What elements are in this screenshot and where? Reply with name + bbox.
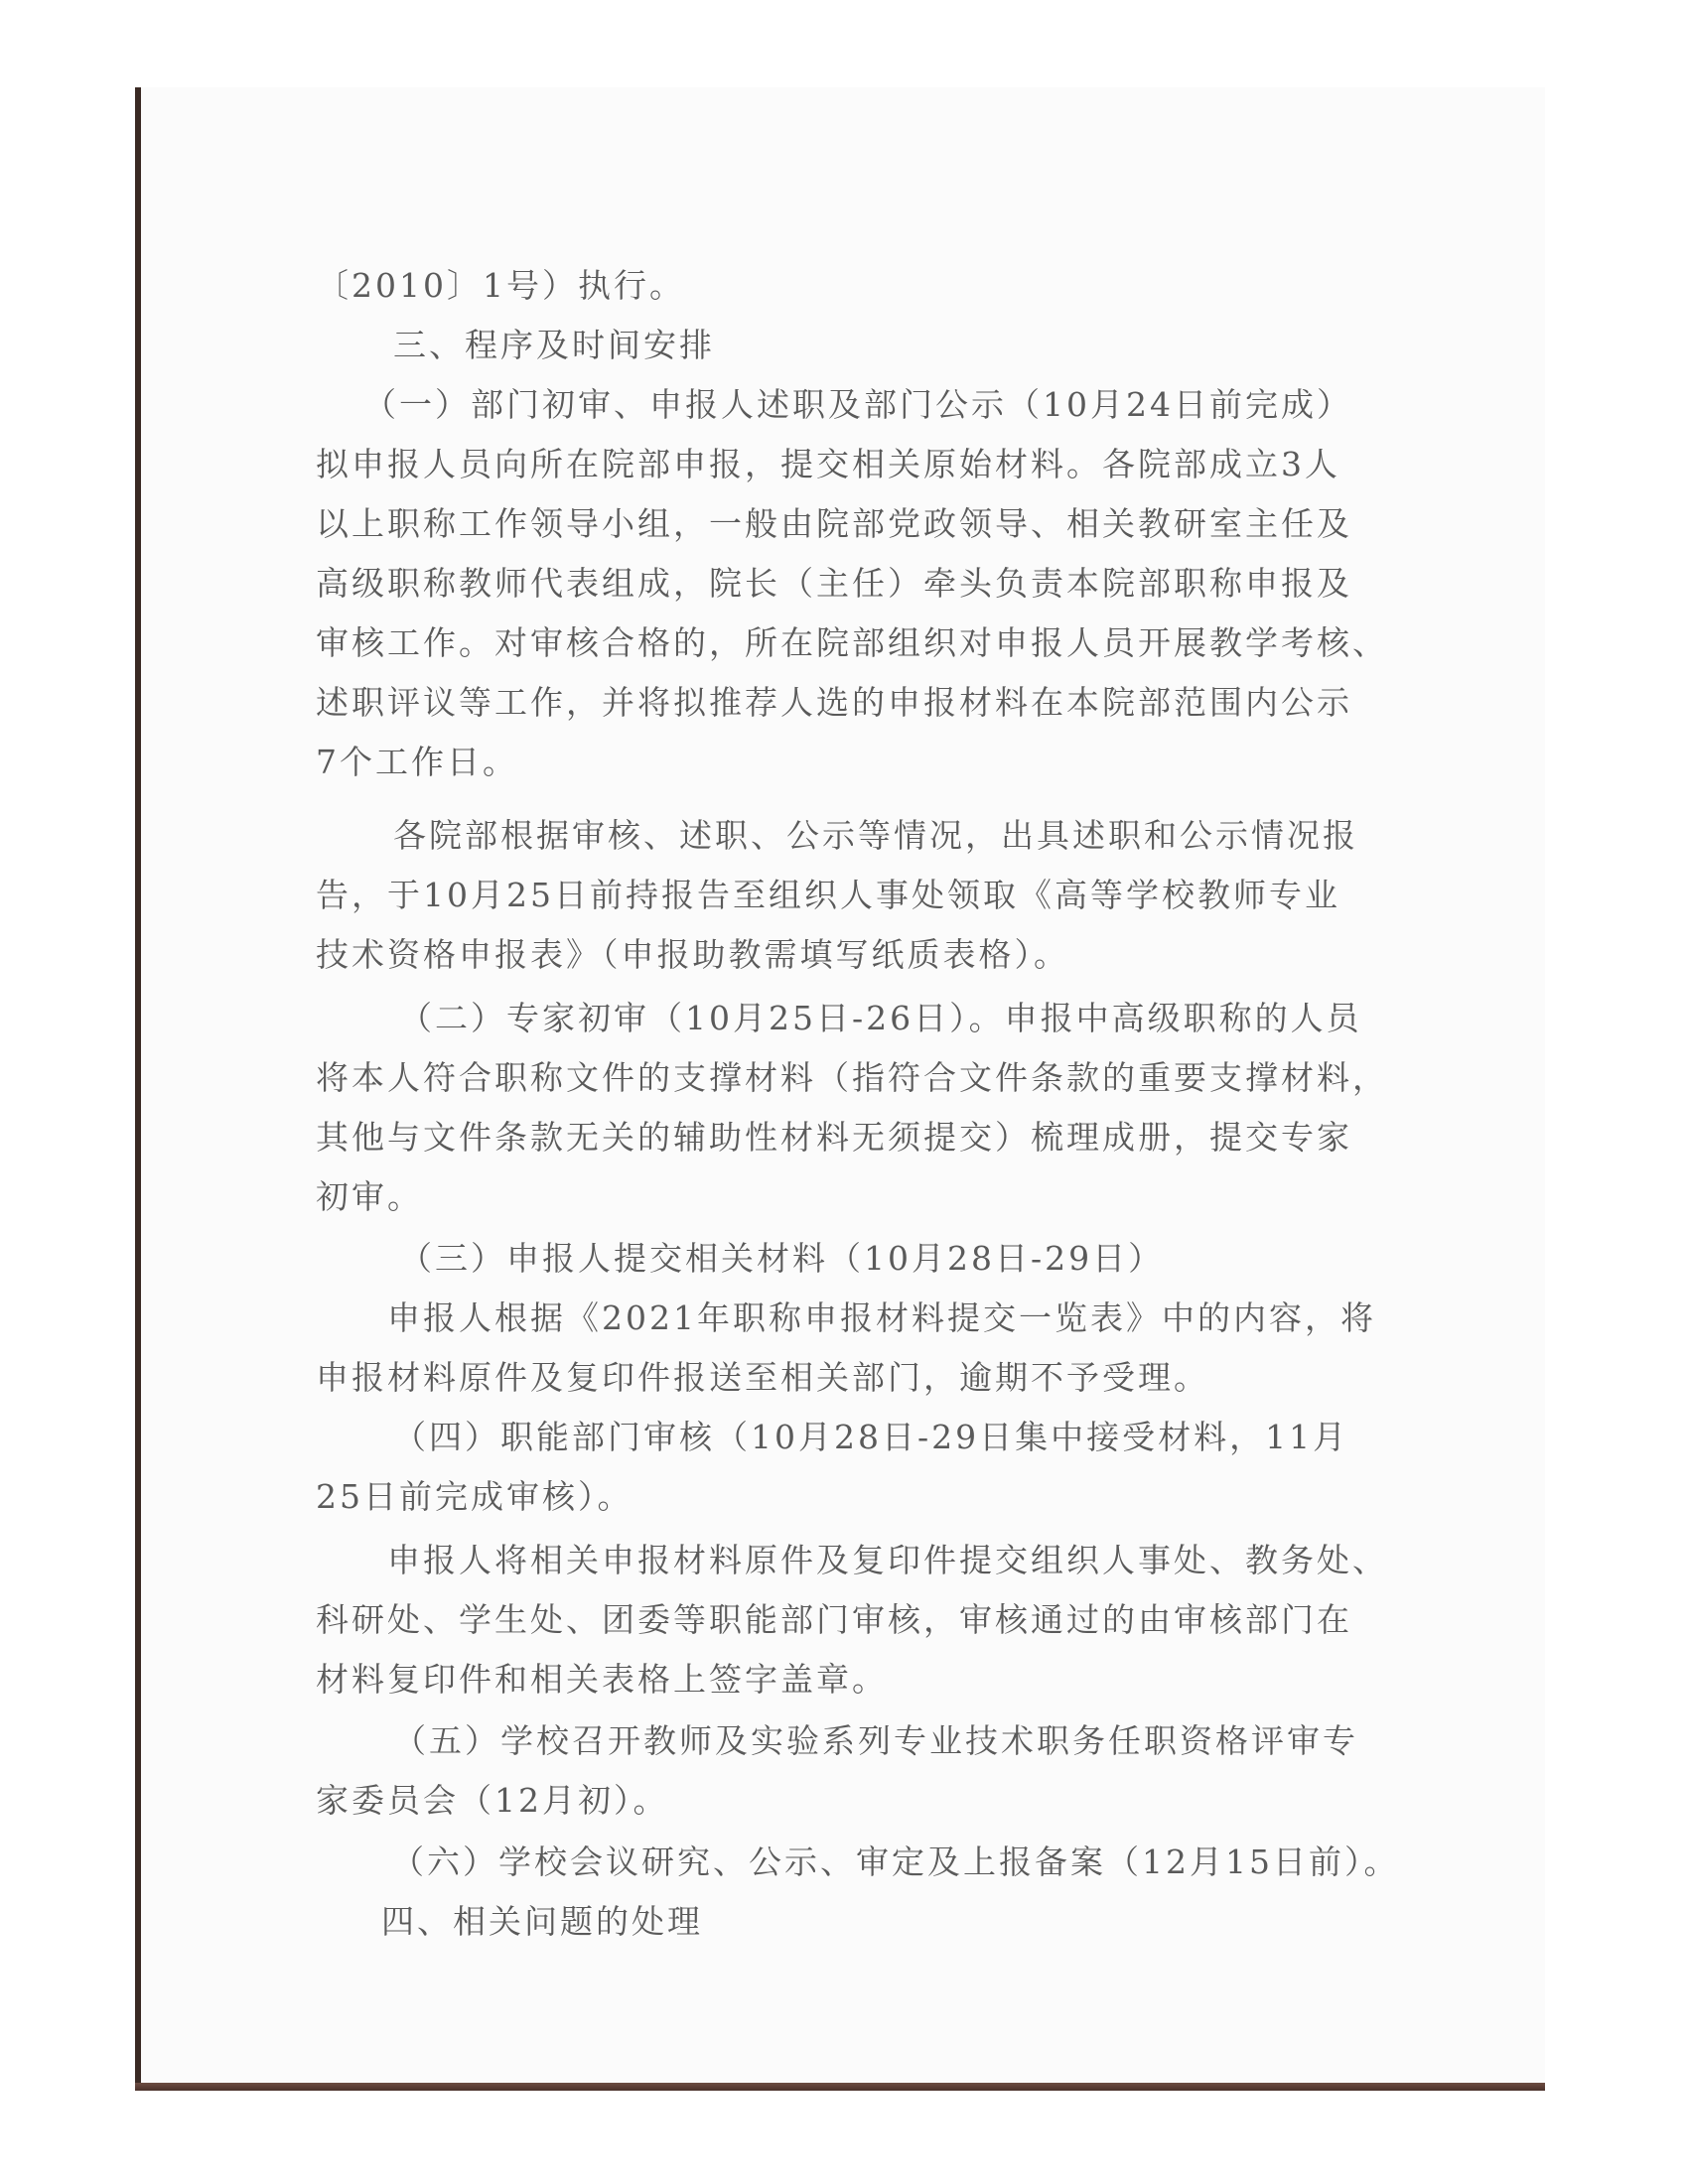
text-line-26: 家委员会（12月初）。 xyxy=(316,1781,669,1820)
text-line-10: 各院部根据审核、述职、公示等情况，出具述职和公示情况报 xyxy=(393,816,1358,855)
text-line-6: 高级职称教师代表组成，院长（主任）牵头负责本院部职称申报及 xyxy=(316,564,1352,603)
text-line-12: 技术资格申报表》（申报助教需填写纸质表格）。 xyxy=(316,935,1069,974)
page-left-edge xyxy=(135,87,141,2089)
subsection-heading-5: （五）学校召开教师及实验系列专业技术职务任职资格评审专 xyxy=(393,1721,1358,1760)
text-line-15: 其他与文件条款无关的辅助性材料无须提交）梳理成册，提交专家 xyxy=(316,1118,1352,1157)
subsection-heading-1: （一）部门初审、申报人述职及部门公示（10月24日前完成） xyxy=(363,385,1352,424)
text-line-24: 材料复印件和相关表格上签字盖章。 xyxy=(316,1660,888,1699)
text-line-4: 拟申报人员向所在院部申报，提交相关原始材料。各院部成立3人 xyxy=(316,445,1340,483)
text-line-9: 7个工作日。 xyxy=(316,743,518,781)
section-heading-4: 四、相关问题的处理 xyxy=(381,1902,703,1941)
text-line-1: 〔2010〕1号）执行。 xyxy=(316,266,685,305)
subsection-heading-4: （四）职能部门审核（10月28日-29日集中接受材料，11月 xyxy=(393,1418,1349,1456)
text-line-5: 以上职称工作领导小组，一般由院部党政领导、相关教研室主任及 xyxy=(316,504,1352,543)
section-heading-3: 三、程序及时间安排 xyxy=(393,326,715,364)
subsection-heading-6: （六）学校会议研究、公示、审定及上报备案（12月15日前）。 xyxy=(391,1843,1400,1881)
text-line-22: 申报人将相关申报材料原件及复印件提交组织人事处、教务处、 xyxy=(387,1541,1388,1579)
subsection-heading-2: （二）专家初审（10月25日-26日）。申报中高级职称的人员 xyxy=(399,999,1362,1037)
text-line-14: 将本人符合职称文件的支撑材料（指符合文件条款的重要支撑材料， xyxy=(316,1058,1388,1097)
text-line-21: 25日前完成审核）。 xyxy=(316,1477,633,1516)
text-line-8: 述职评议等工作，并将拟推荐人选的申报材料在本院部范围内公示 xyxy=(316,683,1352,722)
page-bottom-edge xyxy=(135,2083,1545,2091)
text-line-19: 申报材料原件及复印件报送至相关部门，逾期不予受理。 xyxy=(316,1358,1209,1397)
text-line-7: 审核工作。对审核合格的，所在院部组织对申报人员开展教学考核、 xyxy=(316,623,1388,662)
subsection-heading-3: （三）申报人提交相关材料（10月28日-29日） xyxy=(399,1239,1165,1278)
text-line-16: 初审。 xyxy=(316,1177,423,1216)
text-line-18: 申报人根据《2021年职称申报材料提交一览表》中的内容，将 xyxy=(387,1298,1376,1337)
text-line-23: 科研处、学生处、团委等职能部门审核，审核通过的由审核部门在 xyxy=(316,1600,1352,1639)
text-line-11: 告，于10月25日前持报告至组织人事处领取《高等学校教师专业 xyxy=(316,876,1340,914)
